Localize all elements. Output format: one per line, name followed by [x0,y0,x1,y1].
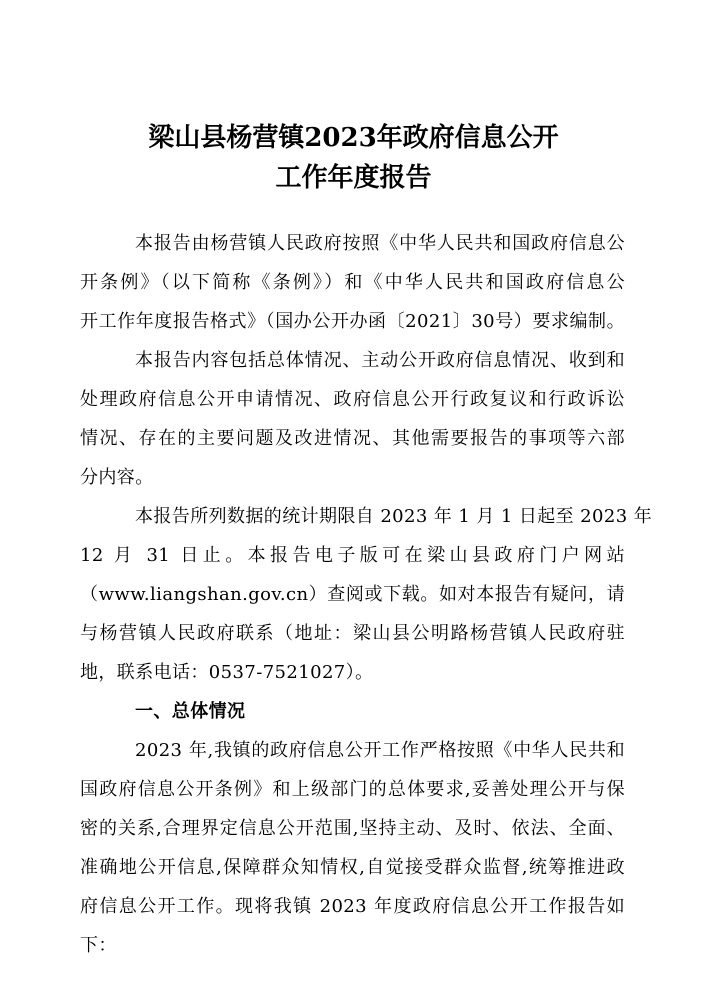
body-text-line: 地，联系电话：0537-7521027）。 [80,662,374,683]
section-heading: 一、总体情况 [135,701,246,722]
body-text-line: 情况、存在的主要问题及改进情况、其他需要报告的事项等六部 [80,428,625,449]
body-text-line: 与杨营镇人民政府联系（地址：梁山县公明路杨营镇人民政府驻 [80,623,625,644]
document-title-line-1: 梁山县杨营镇2023年政府信息公开 [148,123,559,153]
body-text-line: （www.liangshan.gov.cn）查阅或下载。如对本报告有疑问，请 [80,584,625,605]
body-text-line: 本报告由杨营镇人民政府按照《中华人民共和国政府信息公 [135,233,625,254]
body-text-line: 下： [80,935,117,956]
body-text-line: 12 月 31 日止。本报告电子版可在梁山县政府门户网站 [80,545,625,566]
body-text-line: 本报告内容包括总体情况、主动公开政府信息情况、收到和 [135,350,625,371]
body-text-line: 开工作年度报告格式》（国办公开办函〔2021〕30号）要求编制。 [80,311,625,332]
body-text-line: 密的关系,合理界定信息公开范围,坚持主动、及时、依法、全面、 [80,818,625,839]
document-title-line-2: 工作年度报告 [275,163,432,193]
body-text-line: 本报告所列数据的统计期限自 2023 年 1 月 1 日起至 2023 年 [135,506,653,527]
body-text-line: 分内容。 [80,467,154,488]
body-text-line: 国政府信息公开条例》和上级部门的总体要求,妥善处理公开与保 [80,779,625,800]
body-text-line: 处理政府信息公开申请情况、政府信息公开行政复议和行政诉讼 [80,389,625,410]
body-text-line: 开条例》（以下简称《条例》）和《中华人民共和国政府信息公 [80,272,625,293]
body-text-line: 府信息公开工作。现将我镇 2023 年度政府信息公开工作报告如 [80,896,625,917]
body-text-line: 2023 年,我镇的政府信息公开工作严格按照《中华人民共和 [135,740,625,761]
body-text-line: 准确地公开信息,保障群众知情权,自觉接受群众监督,统筹推进政 [80,857,625,878]
